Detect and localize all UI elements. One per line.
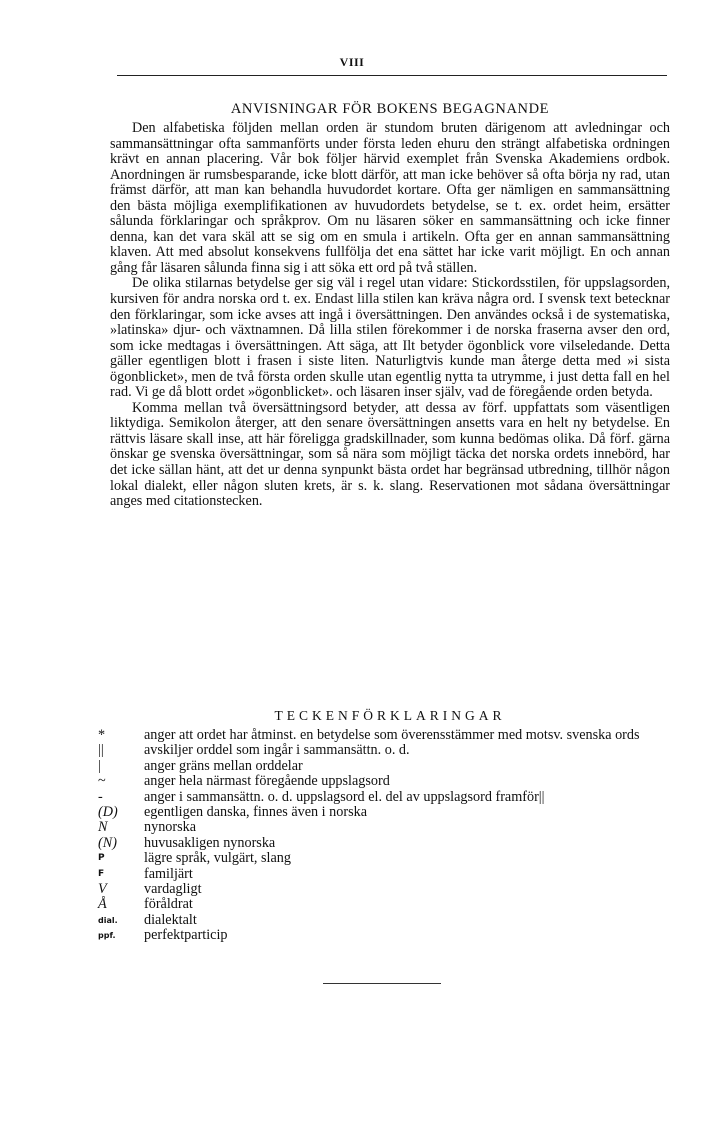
legend-text: familjärt <box>144 865 193 882</box>
legend-row <box>98 728 673 743</box>
legend-row <box>98 913 673 928</box>
legend-text: egentligen danska, finnes även i norska <box>144 804 367 821</box>
legend-row <box>98 836 673 851</box>
legend-text: dialektalt <box>144 911 197 928</box>
legend-symbol: F <box>98 868 105 879</box>
legend-text: anger att ordet har åtminst. en betydelse som överensstämmer med motsv. svenska ords <box>144 727 640 743</box>
legend-row <box>98 790 673 805</box>
legend-row <box>98 851 673 866</box>
legend-symbol: | <box>98 757 101 774</box>
page-number: VIII <box>339 55 365 69</box>
section-title: ANVISNINGAR FÖR BOKENS BEGAGNANDE <box>230 101 550 117</box>
legend-title: TECKENFÖRKLARINGAR <box>274 708 506 723</box>
legend-row <box>98 743 673 758</box>
body-text <box>110 121 670 510</box>
legend-symbol: dial. <box>98 915 118 925</box>
legend-row <box>98 867 673 882</box>
legend-symbol: V <box>98 881 107 898</box>
legend-symbol: Å <box>98 896 107 913</box>
legend-row <box>98 774 673 789</box>
legend-text: anger i sammansättn. o. d. uppslagsord el. del av uppslagsord framför|| <box>144 788 545 805</box>
legend-row <box>98 897 673 912</box>
paragraph-typefaces: De olika stilarnas betydelse ger sig väl i regel utan vidare: Stickordsstilen, för uppslagsorden, kursiven för andra norska ord t. ex. Endast lilla stilen kan kräva några ord. I svensk text betecknar den förklaringar, som icke avses att ingå i översättningen. Den användes också i de systematiska, »latinska» djur- och växtnamnen. Då lilla stilen förekommer i de norska fraserna avser den ord, som icke medtagas i översättningen. Att säga, att Ilt betyder ögonblick vore vilseledande. Detta gäller egentligen blott i frasen i siste liten. Naturligtvis kunde man återge detta med »i sista ögonblicket», men de två första orden skulle utan egentlig nytta ta utrymme, i just detta fall en hel rad. Vi ge då blott ordet »ögonblicket». och läsaren inser själv, vad de föregående orden betyda. <box>110 275 670 401</box>
legend-text: anger gräns mellan orddelar <box>144 757 303 774</box>
legend-symbol: * <box>98 727 106 743</box>
legend-text: nynorska <box>144 819 197 836</box>
legend-symbol: N <box>98 819 108 836</box>
legend-text: huvusakligen nynorska <box>144 834 276 851</box>
legend-symbol: ~ <box>98 773 106 790</box>
legend-row <box>98 759 673 774</box>
legend-symbol: (N) <box>98 834 117 851</box>
legend-text: avskiljer orddel som ingår i sammansättn. o. d. <box>144 742 410 759</box>
legend-text: lägre språk, vulgärt, slang <box>144 850 291 867</box>
legend-row <box>98 928 673 943</box>
bottom-rule <box>323 983 441 984</box>
legend-text: perfektparticip <box>144 927 228 944</box>
paragraph-punctuation: Komma mellan två översättningsord betyder, att dessa av förf. uppfattats som väsentligen liktydiga. Semikolon återger, att den senare översättningen ansetts vara en helt ny betydelse. En rättvis läsare skall inse, att här föreligga gradskillnader, som kunna bedömas olika. Då förf. gärna önskar ge svenska översättningar, som så nära som möjligt täcka det norska ordets innebörd, har det icke sällan hänt, att det ur denna synpunkt bästa ordet har begränsad utbredning, tillhör någon lokal dialekt, eller någon sluten krets, är s. k. slang. Reservationen mot sådana översättningar anges med citationstecken. <box>110 399 670 510</box>
paragraph-alphabetic-order: Den alfabetiska följden mellan orden är stundom bruten därigenom att avledningar och sammansättningar ofta sammanförts under första leden ehuru den strängt alfabetiska ordningen krävt en annan placering. Vår bok följer härvid exemplet från Svenska Akademiens ordbok. Anordningen är rumsbesparande, icke blott därför, att man icke behöver så ofta börja ny rad, utan främst därför, att man kan behandla huvudordet kortare. Ofta ger nämligen en sammansättning den bästa möjliga exemplifikationen av huvudordets betydelse, se t. ex. ordet heim, ersätter sålunda förklaringar och språkprov. Om nu läsaren söker en sammansättning och icke finner denna, kan det vara skäl att se sig om en smula i artikeln. Ofta ger en annan sammansättning klaven. Att med absolut konsekvens fullfölja det ena sättet har icke varit möjligt. En och annan gång får läsaren sålunda finna sig i att söka ett ord på två ställen. <box>110 120 670 276</box>
legend-symbol: ppf. <box>98 931 116 941</box>
legend-symbol: - <box>98 788 103 805</box>
legend-symbol: || <box>98 742 104 759</box>
legend-row <box>98 882 673 897</box>
legend-row <box>98 805 673 820</box>
legend-text: föråldrat <box>144 896 193 913</box>
legend-text: vardagligt <box>144 881 202 898</box>
legend-row <box>98 820 673 835</box>
legend-symbol: (D) <box>98 804 118 821</box>
top-rule <box>117 75 667 76</box>
legend-symbol: P <box>98 853 105 864</box>
legend-list <box>98 728 673 944</box>
legend-text: anger hela närmast föregående uppslagsord <box>144 773 390 790</box>
